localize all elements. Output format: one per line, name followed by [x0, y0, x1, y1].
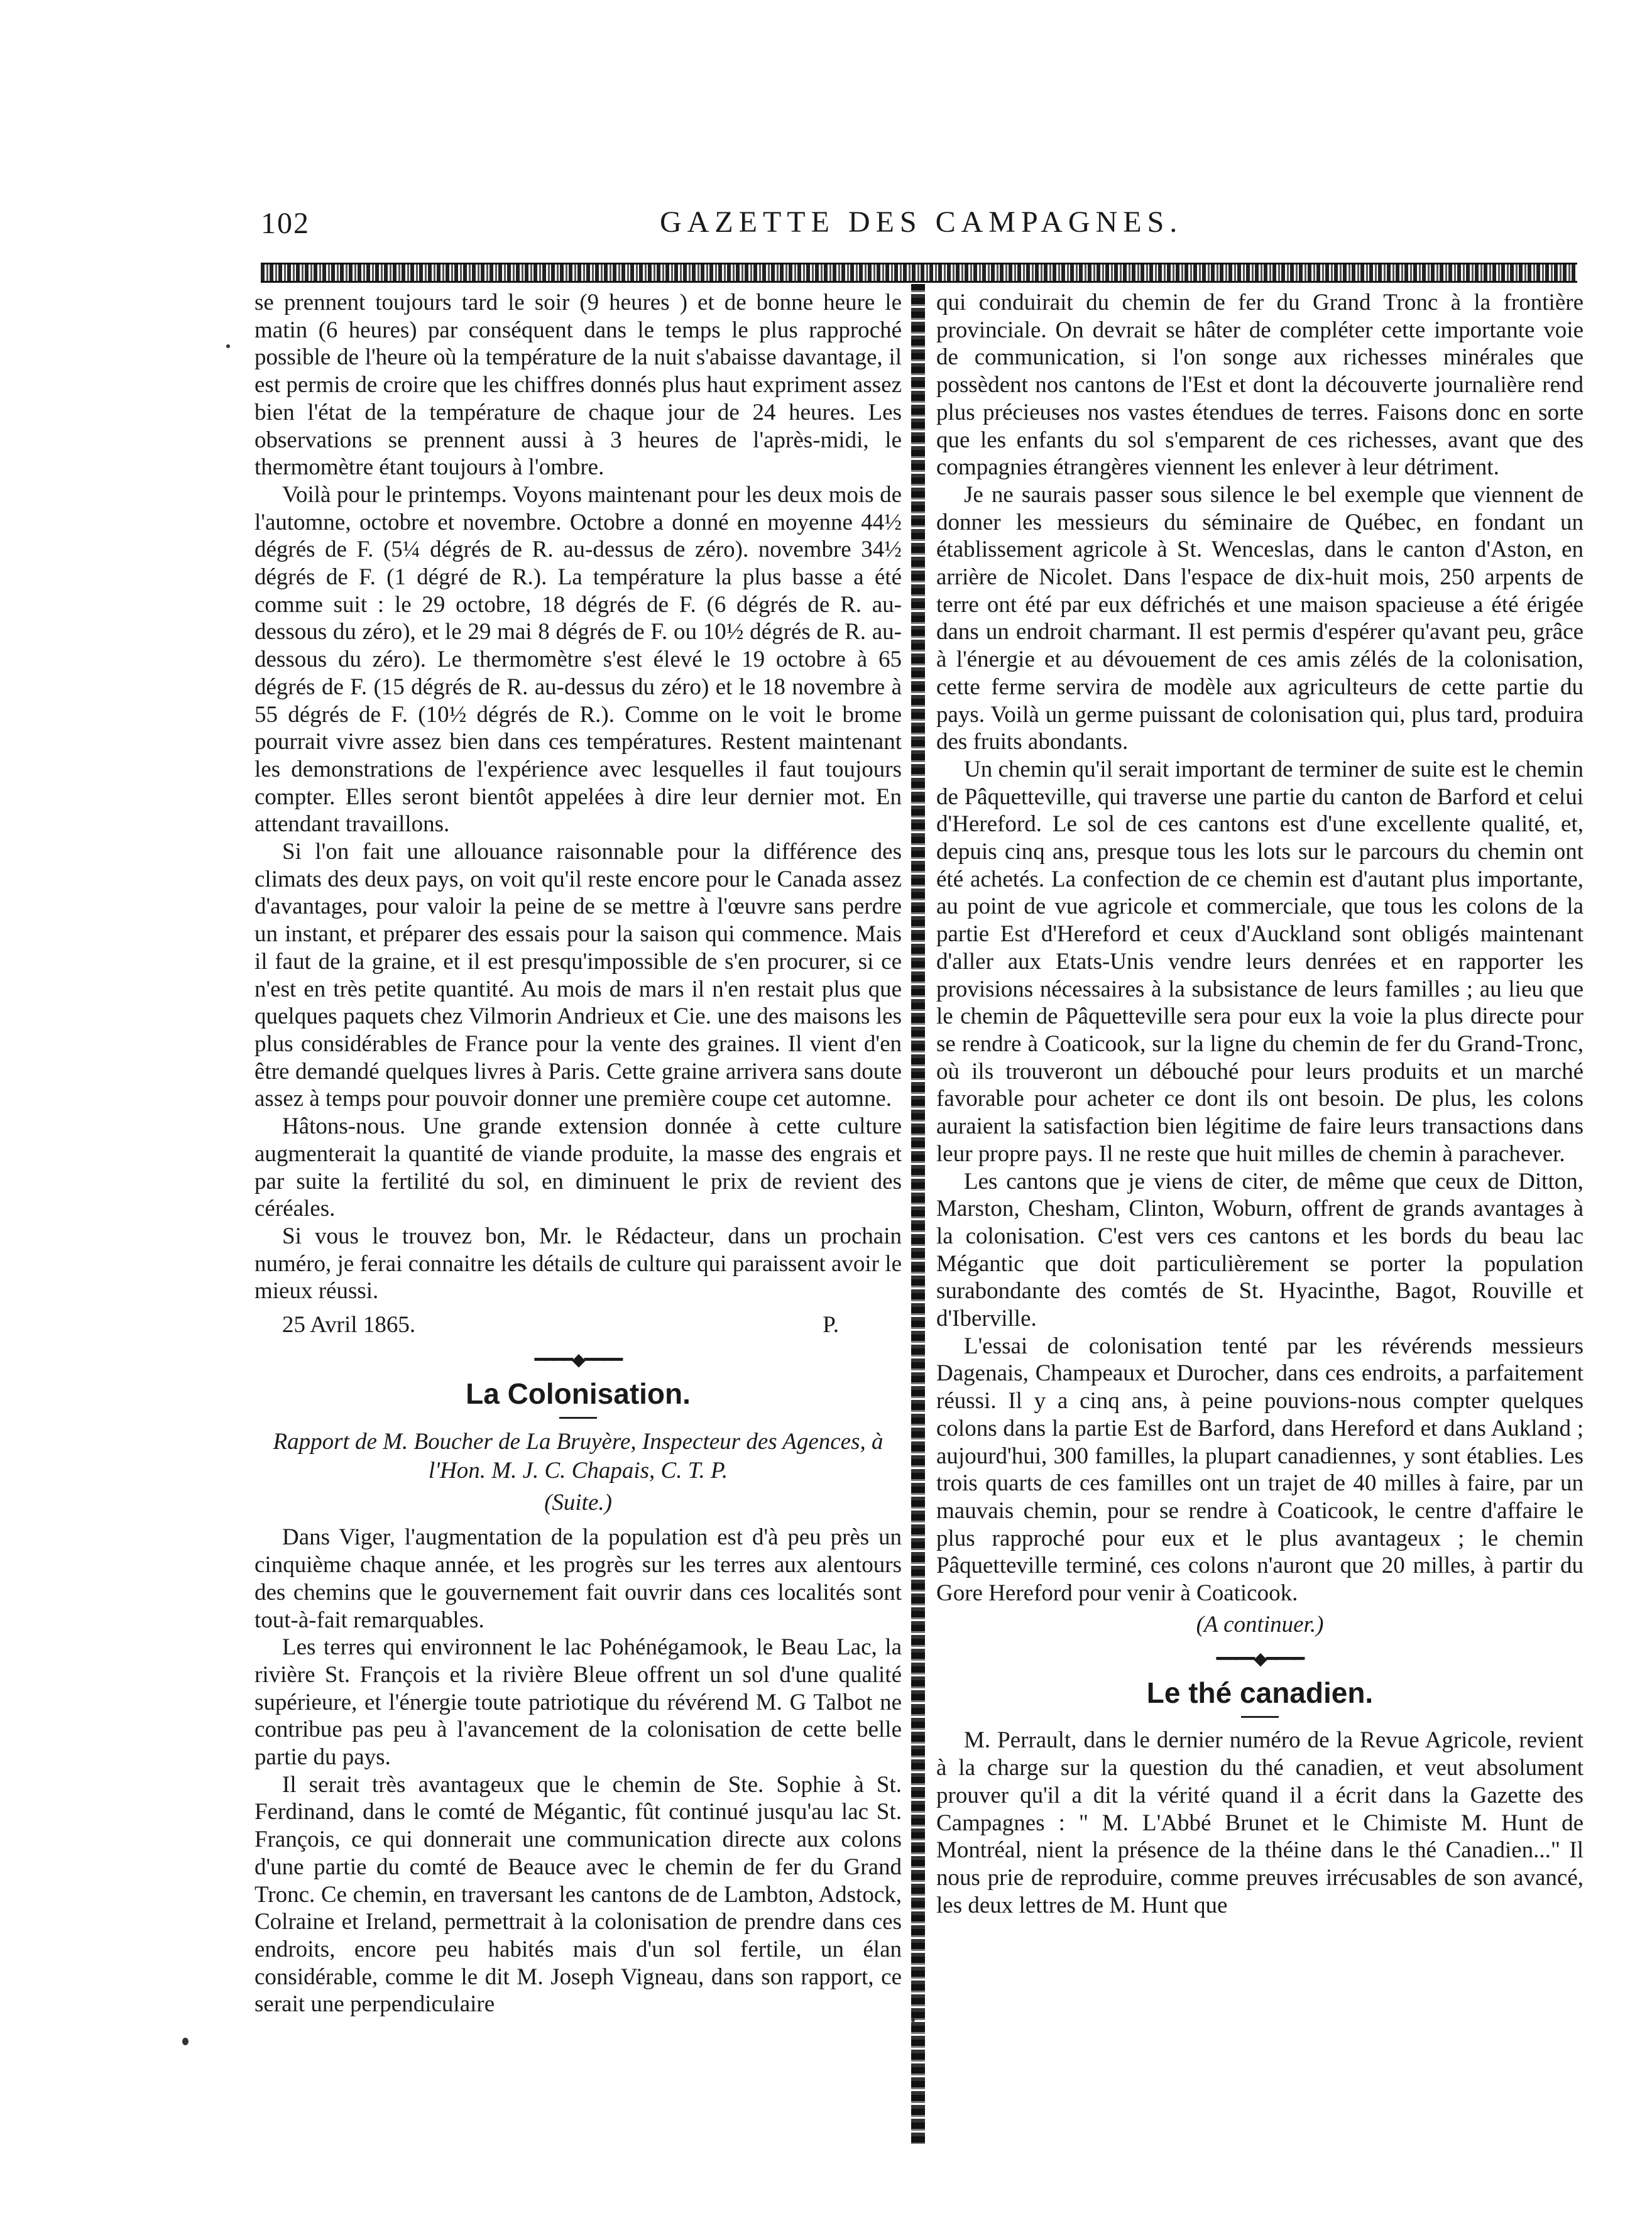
paragraph: M. Perrault, dans le dernier numéro de la Revue Agricole, revient à la charge sur la question du thé canadien, et veut absolument prouver qu'il a dit la vérité quand il a écrit dans la Gazette des Campagnes : " M. L'Abbé Brunet et le Chimiste M. Hunt de Montréal, nient la présence de la théine dans le thé Canadien..." Il nous prie de reproduire, comme preuves irrécusables de son avancé, les deux lettres de M. Hunt que: [936, 1727, 1584, 1918]
right-column: [936, 289, 1584, 1919]
letter-date: 25 Avril 1865.: [282, 1312, 416, 1338]
paragraph: Si l'on fait une allouance raisonnable pour la différence des climats des deux pays, on voit qu'il reste encore pour le Canada assez d'avantages, pour valoir la peine de se mettre à l'œuvre sans perdre un instant, et préparer des essais pour la saison qui commence. Mais il faut de la graine, et il est presqu'impossible de s'en procurer, si ce n'est en très petite quantité. Au mois de mars il n'en restait plus que quelques paquets chez Vilmorin Andrieux et Cie. une des maisons les plus considérables de France pour la vente des graines. Il vient d'en être demandé quelques livres à Paris. Cette graine arrivera sans doute assez à temps pour pouvoir donner une première coupe cet automne.: [254, 839, 902, 1112]
section-title-colonisation: La Colonisation.: [466, 1377, 691, 1410]
title-dash: [559, 1417, 597, 1419]
print-speck: [226, 344, 230, 348]
paragraph: qui conduirait du chemin de fer du Grand Tronc à la frontière provinciale. On devrait se hâter de compléter cette importante voie de communication, si l'on songe aux richesses minérales que possèdent nos cantons de l'Est et dont la découverte journalière rend plus précieuses nos vastes étendues de terres. Faisons donc en sorte que les enfants du sol s'emparent de ces richesses, avant que des compagnies étrangères viennent les enlever à leur détriment.: [936, 290, 1584, 481]
left-column: [254, 289, 902, 2018]
decorative-column-rule: [911, 284, 925, 2144]
section-ornament: ━━━━◆━━━━: [1216, 1649, 1304, 1669]
paragraph: Les cantons que je viens de citer, de même que ceux de Ditton, Marston, Chesham, Clinton, Woburn, offrent de grands avantages à la colonisation. C'est vers ces cantons et les bords du beau lac Mégantic que doit particulièrement se porter la population surabondante des comtés de St. Hyacinthe, Bagot, Rouville et d'Iberville.: [936, 1168, 1584, 1332]
paragraph: Voilà pour le printemps. Voyons maintenant pour les deux mois de l'automne, octobre et novembre. Octobre a donné en moyenne 44½ dégrés de F. (5¼ dégrés de R. au-dessus de zéro). novembre 34½ dégrés de F. (1 dégré de R.). La température la plus basse a été comme suit : le 29 octobre, 18 dégrés de F. (6 dégrés de R. au-dessous du zéro), et le 29 mai 8 dégrés de F. ou 10½ dégrés de R. au-dessous du zéro). Le thermomètre s'est élevé le 19 octobre à 65 dégrés de F. (15 dégrés de R. au-dessus du zéro) et le 18 novembre à 55 dégrés de F. (10½ dégrés de R.). Comme on le voit le brome pourrait vivre assez bien dans ces températures. Restent maintenant les demonstrations de l'expérience avec lesquelles il faut toujours compter. Elles seront bientôt appelées à dire leur dernier mot. En attendant travaillons.: [254, 481, 902, 838]
letter-signature: P.: [823, 1312, 839, 1338]
paragraph: Les terres qui environnent le lac Pohénégamook, le Beau Lac, la rivière St. François et la rivière Bleue offrent un sol d'une qualité supérieure, et l'énergie toute patriotique du révérend M. G Talbot ne contribue pas peu à l'avancement de la colonisation de cette belle partie du pays.: [254, 1634, 902, 1771]
paragraph: L'essai de colonisation tenté par les révérends messieurs Dagenais, Champeaux et Durocher, dans ces endroits, a parfaitement réussi. Il y a cinq ans, à peine pouvions-nous compter quelques colons dans la partie Est de Barford, dans Hereford et dans Aukland ; aujourd'hui, 300 familles, la plupart canadiennes, y sont établies. Les trois quarts de ces familles ont un trajet de 40 milles à faire, par un mauvais chemin, pour se rendre à Coaticook, le centre d'affaire le plus rapproché pour eux et le plus avantageux ; le chemin Pâquetteville terminé, ces colons n'auront que 20 milles, à partir du Gore Hereford pour venir à Coaticook.: [936, 1333, 1584, 1607]
paragraph: Il serait très avantageux que le chemin de Ste. Sophie à St. Ferdinand, dans le comté de Mégantic, fût continué jusqu'au lac St. François, ce qui donnerait une communication directe aux colons d'une partie du comté de Beauce avec le chemin de fer du Grand Tronc. Ce chemin, en traversant les cantons de de Lambton, Adstock, Colraine et Ireland, permettrait à la colonisation de prendre dans ces endroits, encore peu habités mais d'un sol fertile, un élan considérable, comme le dit M. Joseph Vigneau, dans son rapport, ce serait une perpendiculaire: [254, 1771, 902, 2018]
report-subtitle: Rapport de M. Boucher de La Bruyère, Inspecteur des Agences, à l'Hon. M. J. C. Chapais, C. T. P.: [273, 1428, 883, 1484]
page-number: 102: [261, 207, 310, 240]
continued-label: (A continuer.): [1196, 1611, 1324, 1637]
paragraph: se prennent toujours tard le soir (9 heures ) et de bonne heure le matin (6 heures) par conséquent dans le temps le plus rapproché possible de l'heure où la température de la nuit s'abaisse davantage, il est permis de croire que les chiffres donnés plus haut expriment assez bien l'état de la température de chaque jour de 24 heures. Les observations se prennent aussi à 3 heures de l'après-midi, le thermomètre étant toujours à l'ombre.: [254, 290, 902, 481]
signoff: [254, 1311, 902, 1339]
section-title-the-canadien: Le thé canadien.: [1146, 1676, 1374, 1710]
paragraph: Je ne saurais passer sous silence le bel exemple que viennent de donner les messieurs du séminaire de Québec, en fondant un établissement agricole à St. Wenceslas, dans le canton d'Aston, en arrière de Nicolet. Dans l'espace de dix-huit mois, 250 arpents de terre ont été par eux défrichés et une maison spacieuse a été érigée dans un endroit charmant. Il est permis d'espérer qu'avant peu, grâce à l'énergie et au dévouement de ces amis zélés de la colonisation, cette ferme servira de modèle aux agriculteurs de cette partie du pays. Voilà un germe puissant de colonisation qui, plus tard, produira des fruits abondants.: [936, 481, 1584, 755]
title-dash: [1241, 1716, 1279, 1718]
paragraph: Dans Viger, l'augmentation de la population est d'à peu près un cinquième chaque année, et les progrès sur les terres aux alentours des chemins que le gouvernement fait ouvrir dans ces localités sont tout-à-fait remarquables.: [254, 1524, 902, 1633]
decorative-top-rule: [261, 263, 1577, 283]
print-speck: [911, 2018, 915, 2022]
print-speck: [182, 2038, 189, 2045]
paragraph: Hâtons-nous. Une grande extension donnée à cette culture augmenterait la quantité de viande produite, la masse des engrais et par suite la fertilité du sol, en diminuent le prix de revient des céréales.: [254, 1113, 902, 1222]
running-title: GAZETTE DES CAMPAGNES.: [660, 205, 1183, 239]
suite-label: (Suite.): [544, 1489, 612, 1516]
paragraph: Si vous le trouvez bon, Mr. le Rédacteur, dans un prochain numéro, je ferai connaitre les détails de culture qui paraissent avoir le mieux réussi.: [254, 1223, 902, 1304]
paragraph: Un chemin qu'il serait important de terminer de suite est le chemin de Pâquetteville, qui traverse une partie du canton de Barford et celui d'Hereford. Le sol de ces cantons est d'une excellente qualité, et, depuis cinq ans, presque tous les lots sur le parcours du chemin ont été achetés. La confection de ce chemin est d'autant plus importante, au point de vue agricole et commerciale, que tous les colons de la partie Est d'Hereford et ceux d'Auckland sont obligés maintenant d'aller aux Etats-Unis vendre leurs denrées et en rapporter les provisions nécessaires à la subsistance de leurs familles ; au lieu que le chemin de Pâquetteville sera pour eux la voie la plus directe pour se rendre à Coaticook, sur la ligne du chemin de fer du Grand-Tronc, où ils trouveront un débouché pour leurs produits et un marché favorable pour acheter ce dont ils ont besoin. De plus, les colons auraient la satisfaction bien légitime de faire leurs transactions dans leur propre pays. Il ne reste que huit milles de chemin à parachever.: [936, 756, 1584, 1167]
section-ornament: ━━━━◆━━━━: [534, 1350, 622, 1370]
